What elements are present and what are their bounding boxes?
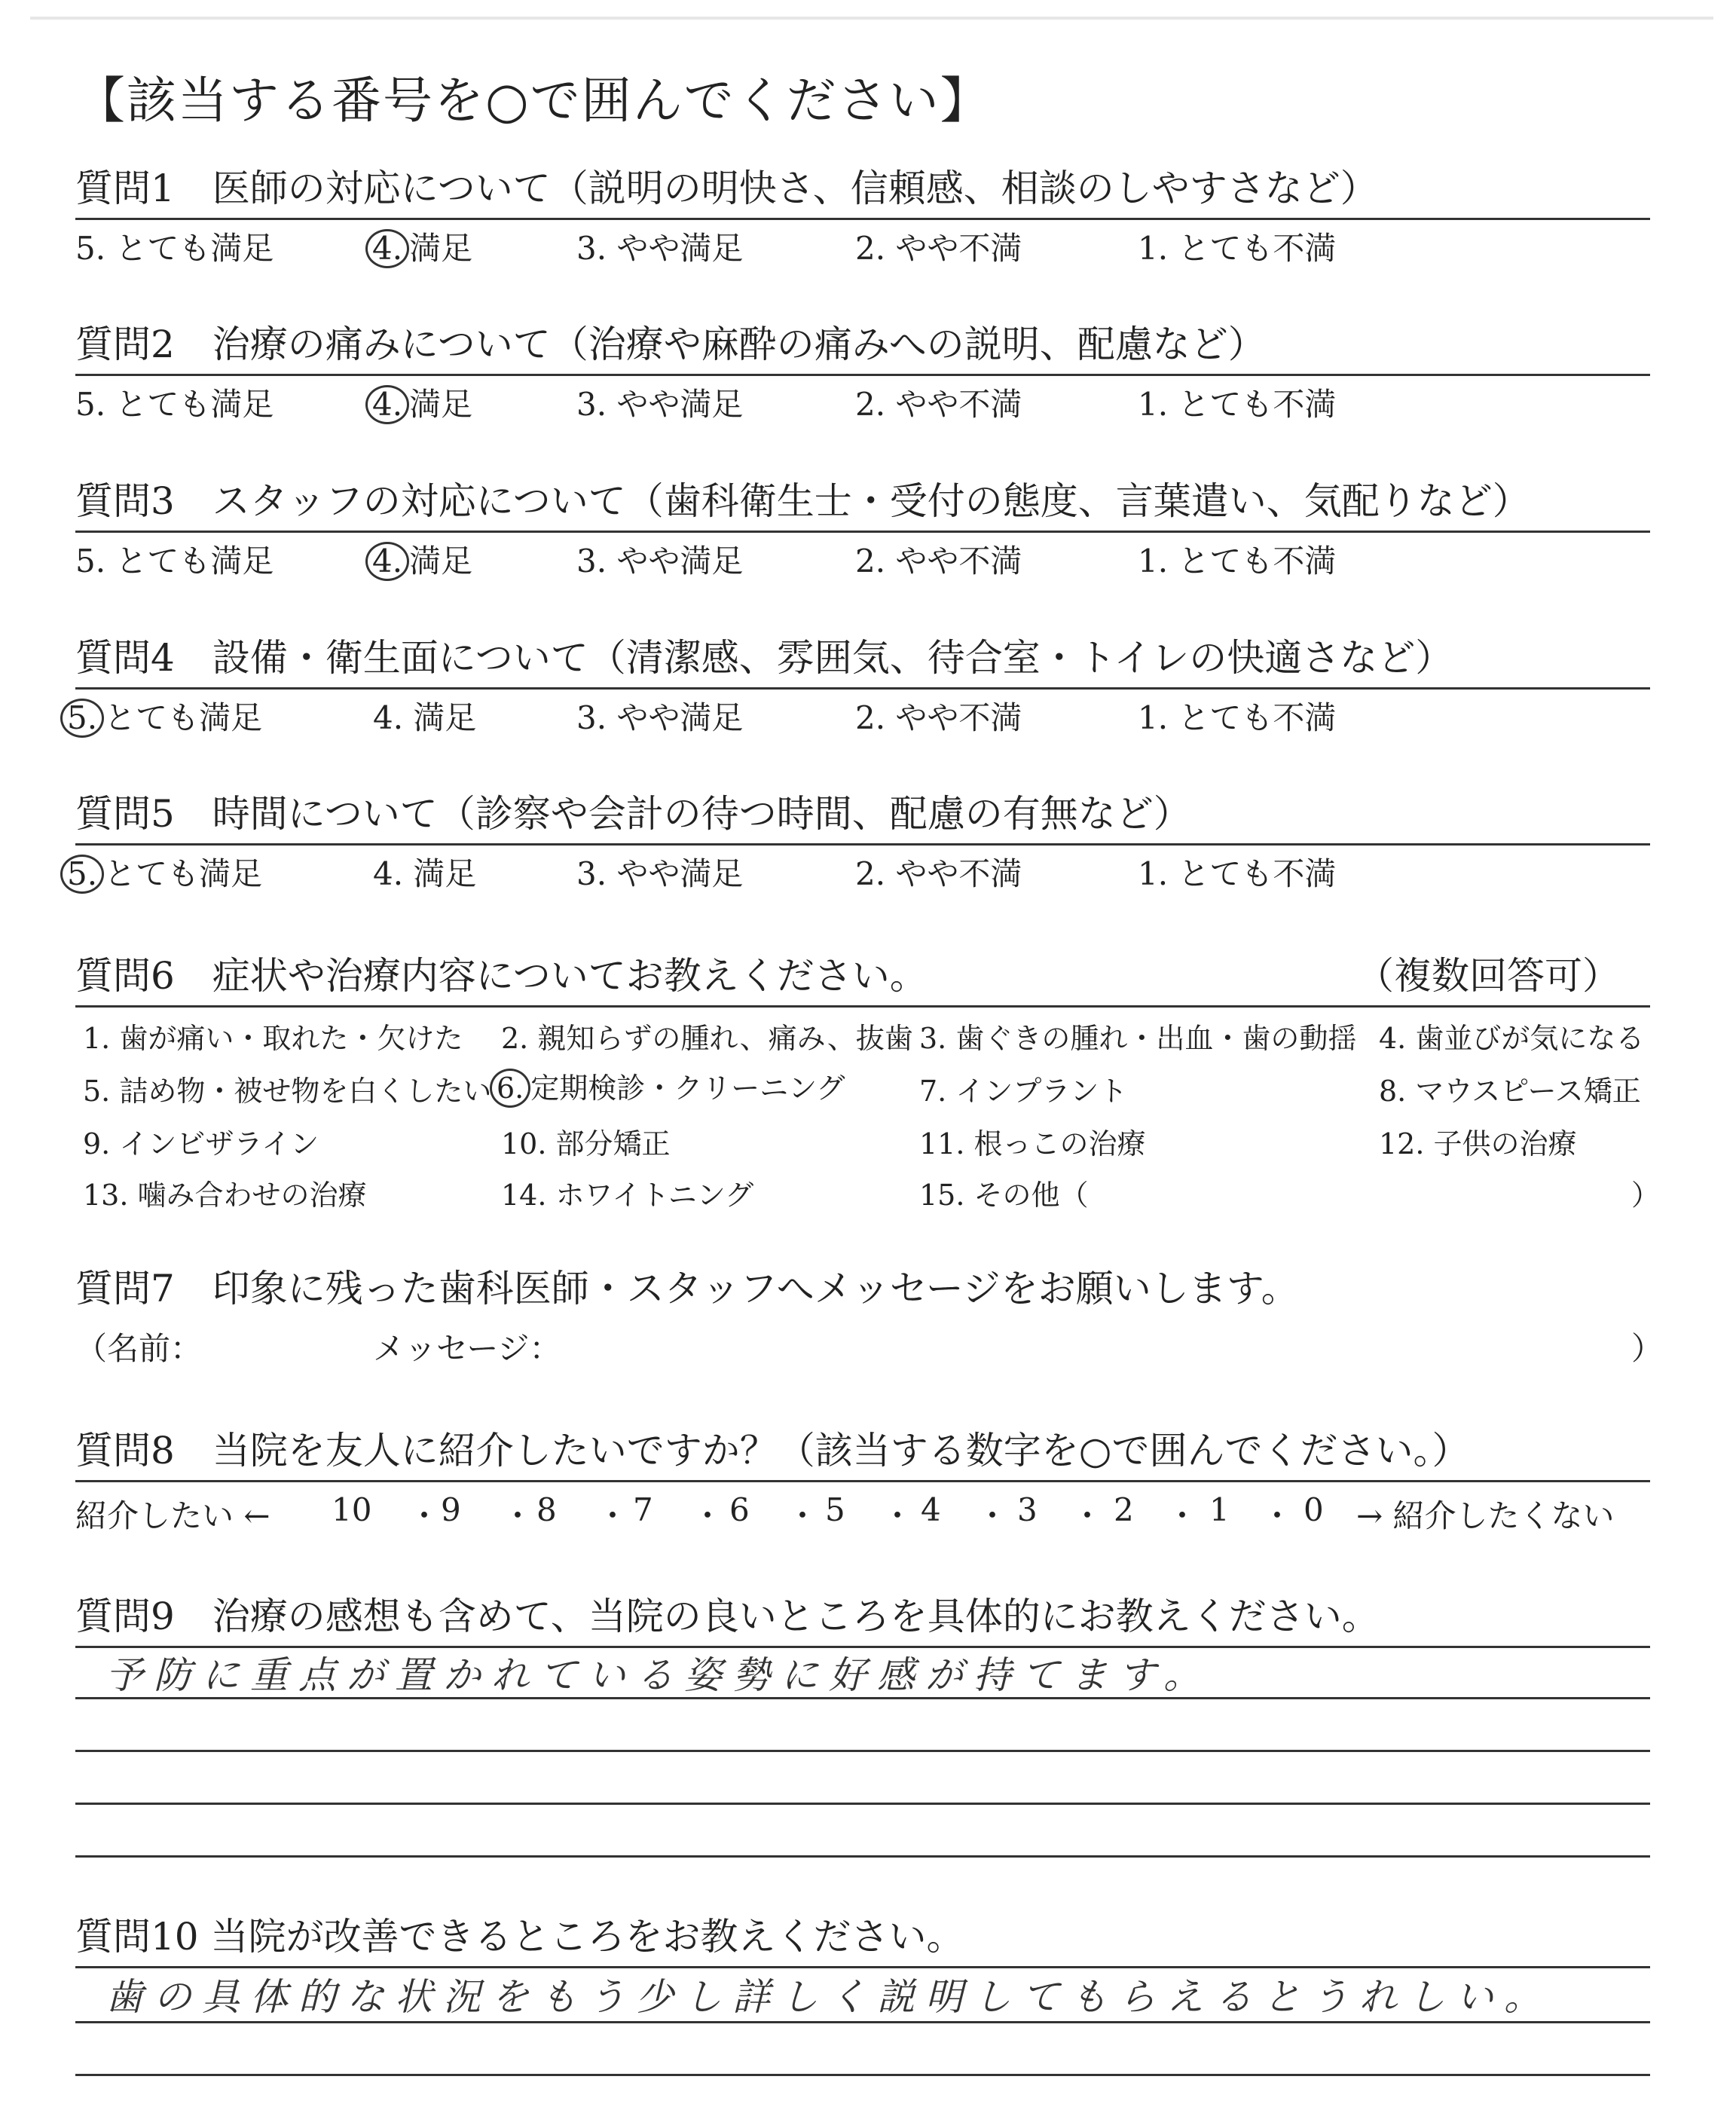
q6-option-2[interactable]: 2. 親知らずの腫れ、痛み、抜歯 [501,1022,913,1055]
q4-option-5-label: とても満足 [104,699,263,736]
q8-score-1[interactable]: 1 [1209,1491,1230,1528]
q6-option-11[interactable]: 11. 根っこの治療 [919,1127,1146,1160]
question-5 [67,787,1650,900]
selection-circle: 4. [365,229,409,268]
q5-option-5-label: とても満足 [104,855,263,892]
question-1-title: 質問1 医師の対応について（説明の明快さ、信頼感、相談のしやすさなど） [75,167,1378,210]
q6-option-3[interactable]: 3. 歯ぐきの腫れ・出血・歯の動揺 [919,1022,1357,1055]
question-5-title: 質問5 時間について（診察や会計の待つ時間、配慮の有無など） [75,792,1191,836]
q6-option-7[interactable]: 7. インプラント [919,1075,1128,1108]
question-5-rule [75,843,1650,846]
q8-score-7[interactable]: 7 [633,1491,653,1528]
selection-circle: 5. [60,699,104,738]
question-4-options [67,696,1650,744]
q8-dot: ・ [1261,1497,1294,1534]
q8-scale [75,1488,1650,1541]
q8-score-2[interactable]: 2 [1114,1491,1134,1528]
question-4-title: 質問4 設備・衛生面について（清潔感、雰囲気、待合室・トイレの快適さなど） [75,636,1453,680]
q3-option-3[interactable]: 3. やや満足 [576,543,744,579]
answer-line [75,1750,1650,1752]
q9-handwritten-answer: 予防に重点が置かれている姿勢に好感が持てます。 [105,1653,1212,1697]
q6-option-15[interactable]: 15. その他（ [919,1179,1089,1212]
q8-dot: ・ [1166,1497,1199,1534]
selection-circle: 6. [490,1069,530,1108]
q6-option-6[interactable] [490,1065,845,1108]
question-8-title: 質問8 当院を友人に紹介したいですか？（該当する数字を○で囲んでください。） [75,1429,1470,1472]
question-2-rule [75,374,1650,376]
question-2-title: 質問2 治療の痛みについて（治療や麻酔の痛みへの説明、配慮など） [75,323,1266,366]
q3-option-4-label: 満足 [409,543,473,579]
selection-circle: 4. [365,385,409,424]
q8-score-9[interactable]: 9 [441,1491,461,1528]
question-1-options [75,226,1650,274]
question-7 [75,1262,1664,1374]
question-3 [75,475,1650,587]
q5-option-1[interactable]: 1. とても不満 [1138,855,1337,892]
q5-option-5[interactable] [60,852,262,897]
q4-option-1[interactable]: 1. とても不満 [1138,699,1337,736]
selection-circle: 4. [365,542,409,581]
question-1 [75,162,1650,274]
question-7-fields [75,1321,1664,1374]
question-6-rule [75,1005,1650,1008]
question-2 [75,318,1650,430]
q1-option-5[interactable]: 5. とても満足 [75,230,274,267]
q8-score-6[interactable]: 6 [729,1491,750,1528]
question-3-rule [75,531,1650,533]
q8-score-4[interactable]: 4 [921,1491,941,1528]
question-3-title: 質問3 スタッフの対応について（歯科衛生士・受付の態度、言葉遣い、気配りなど） [75,479,1530,523]
q2-option-4[interactable] [365,382,472,427]
q8-dot: ・ [502,1497,534,1534]
form-title: 【該当する番号を○で囲んでください】 [75,72,992,130]
q8-dot: ・ [692,1497,724,1534]
q6-other-close-paren: ） [1631,1179,1661,1212]
question-6-title [75,950,1650,1002]
q4-option-5[interactable] [60,696,262,741]
q6-option-4[interactable]: 4. 歯並びが気になる [1379,1022,1645,1055]
q8-dot: ・ [976,1497,1009,1534]
q1-option-2[interactable]: 2. やや不満 [855,230,1022,267]
question-8 [75,1424,1650,1541]
q7-name-label: （名前： [75,1330,203,1367]
q2-option-2[interactable]: 2. やや不満 [855,386,1022,423]
q7-close-paren: ） [1631,1330,1664,1367]
q6-option-14[interactable]: 14. ホワイトニング [501,1179,754,1212]
q8-score-5[interactable]: 5 [825,1491,845,1528]
answer-line [75,2021,1650,2023]
q2-option-1[interactable]: 1. とても不満 [1138,386,1337,423]
question-3-options [75,539,1650,587]
question-5-options [67,852,1650,900]
q6-option-13[interactable]: 13. 噛み合わせの治療 [83,1179,367,1212]
q8-score-3[interactable]: 3 [1017,1491,1038,1528]
answer-line [75,2074,1650,2076]
q1-option-4[interactable] [365,226,472,271]
q8-score-0[interactable]: 0 [1304,1491,1324,1528]
q4-option-3[interactable]: 3. やや満足 [576,699,744,736]
question-8-rule [75,1480,1650,1482]
q6-option-12[interactable]: 12. 子供の治療 [1379,1127,1577,1160]
q8-score-8[interactable]: 8 [536,1491,557,1528]
q3-option-2[interactable]: 2. やや不満 [855,543,1022,579]
question-10-title: 質問10 当院が改善できるところをお教えください。 [75,1915,964,1959]
q4-option-2[interactable]: 2. やや不満 [855,699,1022,736]
top-border [30,17,1713,20]
q8-dot: ・ [1071,1497,1104,1534]
q7-message-label: メッセージ： [373,1330,561,1367]
question-2-options [75,382,1650,430]
q5-option-4[interactable]: 4. 満足 [373,855,477,892]
q8-right-label: → 紹介したくない [1356,1497,1615,1534]
q2-option-3[interactable]: 3. やや満足 [576,386,744,423]
q8-dot: ・ [597,1497,629,1534]
q8-score-10[interactable]: 10 [332,1491,372,1528]
question-6 [75,950,1661,1234]
q8-dot: ・ [787,1497,819,1534]
question-4-rule [75,687,1650,690]
question-6-options [75,1015,1661,1234]
question-4 [67,631,1650,744]
q2-option-5[interactable]: 5. とても満足 [75,386,274,423]
q6-option-9[interactable]: 9. インビザライン [83,1127,319,1160]
question-9-title: 質問9 治療の感想も含めて、当院の良いところを具体的にお教えください。 [75,1595,1380,1638]
question-1-rule [75,218,1650,220]
q4-option-4[interactable]: 4. 満足 [373,699,477,736]
q1-option-4-label: 満足 [409,230,473,267]
q3-option-5[interactable]: 5. とても満足 [75,543,274,579]
q8-dot: ・ [408,1497,441,1534]
q10-handwritten-answer: 歯の具体的な状況をもう少し詳しく説明してもらえるとうれしい。 [105,1975,1552,2019]
question-7-title: 質問7 印象に残った歯科医師・スタッフへメッセージをお願いします。 [75,1267,1299,1310]
answer-line [75,1803,1650,1805]
q3-option-4[interactable] [365,539,472,584]
q8-left-label: 紹介したい ← [75,1497,270,1534]
question-6-title-text: 質問6 症状や治療内容についてお教えください。 [75,954,928,998]
q1-option-3[interactable]: 3. やや満足 [576,230,744,267]
selection-circle: 5. [60,855,104,894]
q6-option-1[interactable]: 1. 歯が痛い・取れた・欠けた [83,1022,463,1055]
q6-option-10[interactable]: 10. 部分矯正 [501,1127,671,1160]
q2-option-4-label: 満足 [409,386,473,423]
q3-option-1[interactable]: 1. とても不満 [1138,543,1337,579]
answer-line [75,1855,1650,1858]
q6-option-8[interactable]: 8. マウスピース矯正 [1379,1075,1641,1108]
question-9 [75,1590,1650,1697]
question-6-note: （複数回答可） [1356,954,1620,998]
question-10 [75,1910,1650,2019]
q5-option-2[interactable]: 2. やや不満 [855,855,1022,892]
q8-dot: ・ [882,1497,914,1534]
q6-option-5[interactable]: 5. 詰め物・被せ物を白くしたい [83,1075,492,1108]
q5-option-3[interactable]: 3. やや満足 [576,855,744,892]
answer-line [75,1697,1650,1699]
q1-option-1[interactable]: 1. とても不満 [1138,230,1337,267]
q6-option-6-label: 定期検診・クリーニング [530,1072,845,1105]
